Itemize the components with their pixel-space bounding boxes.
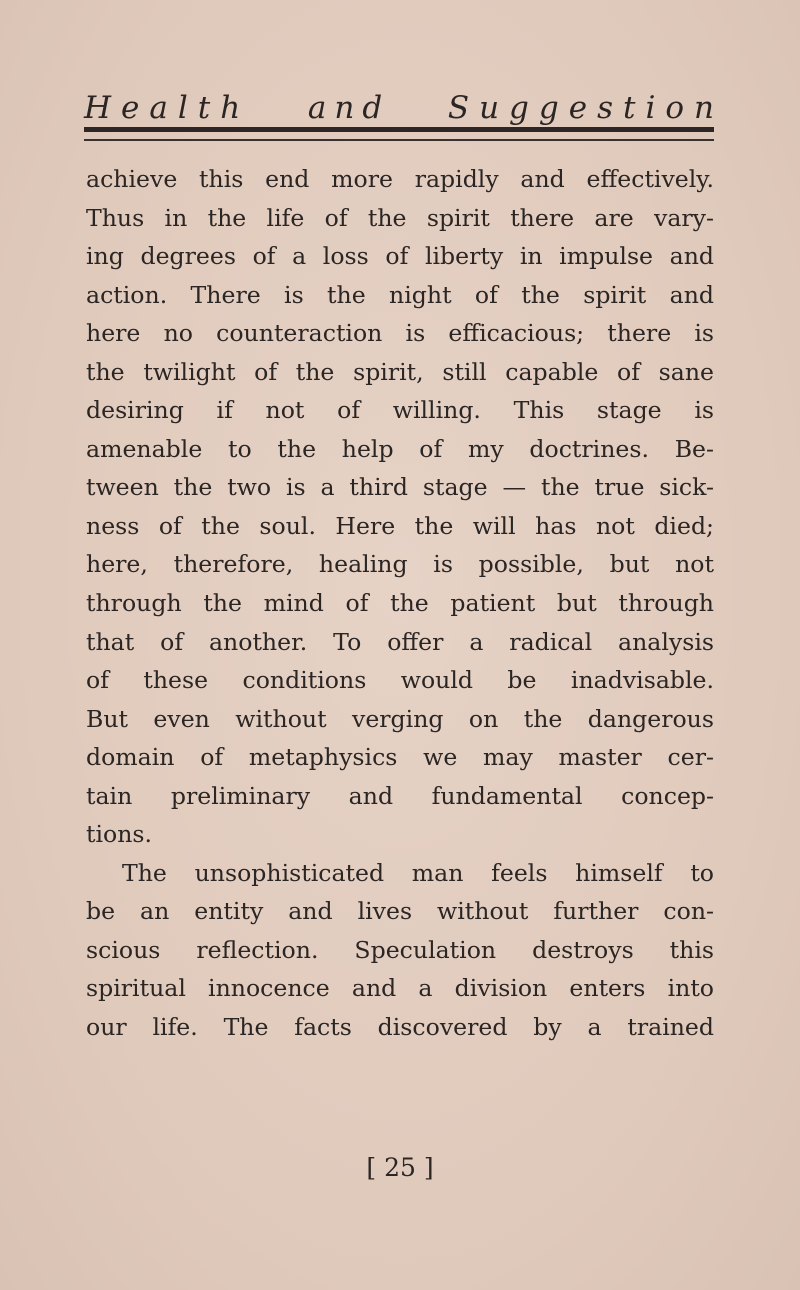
text-line: spiritual innocence and a division enters into <box>86 974 714 1003</box>
text-line: tain preliminary and fundamental concep- <box>86 781 714 810</box>
running-head <box>84 78 724 126</box>
text-line: through the mind of the patient but through <box>86 589 714 618</box>
text-line: be an entity and lives without further con- <box>86 897 714 926</box>
text-line: action. There is the night of the spirit and <box>86 280 714 309</box>
text-line: ing degrees of a loss of liberty in impulse and <box>86 242 714 271</box>
text-line: the twilight of the spirit, still capable of sane <box>86 357 714 386</box>
page-number: [ 25 ] <box>366 1153 434 1182</box>
running-head-word-health: Health <box>84 90 251 126</box>
text-line: of these conditions would be inadvisable. <box>86 666 714 695</box>
text-line: tween the two is a third stage — the true sick- <box>86 473 714 502</box>
text-line: ness of the soul. Here the will has not died; <box>86 511 714 540</box>
text-line: tions. <box>86 820 153 849</box>
text-line: Thus in the life of the spirit there are vary- <box>86 203 714 232</box>
text-line: that of another. To offer a radical analysis <box>86 627 714 656</box>
header-rule-thin <box>84 139 714 141</box>
running-head-word-and: and <box>307 90 391 126</box>
header-rule-thick <box>84 127 714 132</box>
text-line: desiring if not of willing. This stage is <box>86 396 714 425</box>
text-line: here, therefore, healing is possible, but not <box>86 550 714 579</box>
text-line: achieve this end more rapidly and effectively. <box>86 165 714 193</box>
text-line: our life. The facts discovered by a trained <box>86 1013 714 1042</box>
text-line: The unsophisticated man feels himself to <box>122 858 714 887</box>
body-text <box>86 160 714 1047</box>
text-line: amenable to the help of my doctrines. Be- <box>86 434 714 463</box>
paragraph-2 <box>86 854 714 1047</box>
text-line: But even without verging on the dangerous <box>86 704 714 733</box>
text-line: here no counteraction is efficacious; there is <box>86 319 714 348</box>
text-line: scious reflection. Speculation destroys this <box>86 935 714 964</box>
paragraph-1 <box>86 160 714 854</box>
running-head-word-suggestion: Suggestion <box>447 90 724 126</box>
text-line: domain of metaphysics we may master cer- <box>86 743 714 772</box>
